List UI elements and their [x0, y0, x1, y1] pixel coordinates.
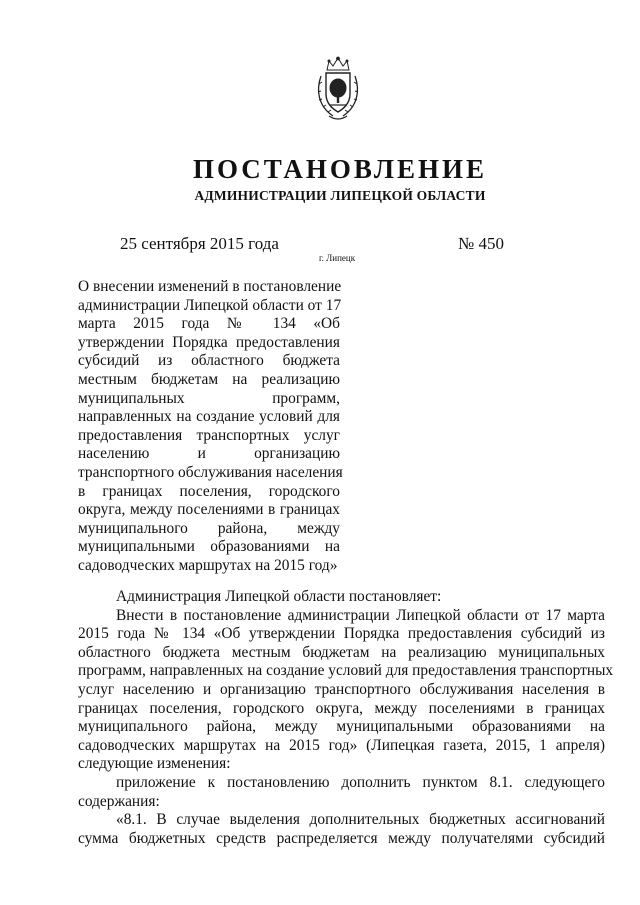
document-city: г. Липецк: [319, 253, 356, 263]
subject-line: местным бюджетам на реализацию: [78, 370, 340, 388]
subject-line: марта 2015 года № 134 «Об: [78, 315, 340, 333]
body-line: границах поселения, городского округа, между поселениями в границах: [78, 699, 605, 717]
body-line: Администрация Липецкой области постановляет:: [116, 588, 442, 605]
subject-line: садоводческих маршрутах на 2015 год»: [78, 556, 338, 574]
body-line: содержания:: [78, 792, 160, 810]
subject-line: населению и организацию: [78, 445, 340, 463]
coat-of-arms-emblem: [315, 56, 361, 122]
body-line: следующие изменения:: [78, 755, 231, 773]
subject-line: администрации Липецкой области от 17: [78, 296, 342, 314]
body-line: 2015 года № 134 «Об утверждении Порядка предоставления субсидий из: [78, 625, 605, 643]
document-issuer: АДМИНИСТРАЦИИ ЛИПЕЦКОЙ ОБЛАСТИ: [194, 188, 486, 203]
body-line: приложение к постановлению дополнить пунктом 8.1. следующего: [116, 773, 605, 791]
subject-line: в границах поселения, городского: [78, 482, 340, 500]
subject-line: направленных на создание условий для: [78, 408, 340, 426]
subject-line: муниципальными образованиями на: [78, 538, 340, 556]
document-date: 25 сентября 2015 года: [120, 234, 279, 253]
subject-line: утверждении Порядка предоставления: [78, 333, 340, 351]
subject-line: муниципального района, между: [78, 519, 340, 537]
body-line: услуг населению и организацию транспортного обслуживания населения в: [78, 680, 605, 698]
subject-line: О внесении изменений в постановление: [78, 278, 342, 295]
body-line: «8.1. В случае выделения дополнительных бюджетных ассигнований: [116, 811, 605, 829]
subject-line: предоставления транспортных услуг: [78, 426, 340, 444]
body-line: муниципального района, между муниципальными образованиями на: [78, 718, 605, 736]
body-line: Внести в постановление администрации Липецкой области от 17 марта: [116, 606, 605, 624]
subject-line: субсидий из областного бюджета: [78, 352, 340, 370]
subject-line: транспортного обслуживания населения: [78, 463, 343, 481]
document-body: [78, 588, 614, 848]
body-line: сумма бюджетных средств распределяется между получателями субсидий: [78, 829, 605, 847]
subject-line: муниципальных программ,: [78, 389, 340, 407]
subject-line: округа, между поселениями в границах: [78, 501, 340, 519]
document-number: № 450: [458, 234, 504, 253]
document-subject: [78, 278, 343, 576]
body-line: программ, направленных на создание условий для предоставления транспортных: [78, 662, 614, 680]
document-title: ПОСТАНОВЛЕНИЕ: [192, 154, 488, 184]
body-line: областного бюджета местным бюджетам на реализацию муниципальных: [78, 643, 605, 661]
body-line: садоводческих маршрутах на 2015 год» (Липецкая газета, 2015, 1 апреля): [78, 736, 605, 754]
